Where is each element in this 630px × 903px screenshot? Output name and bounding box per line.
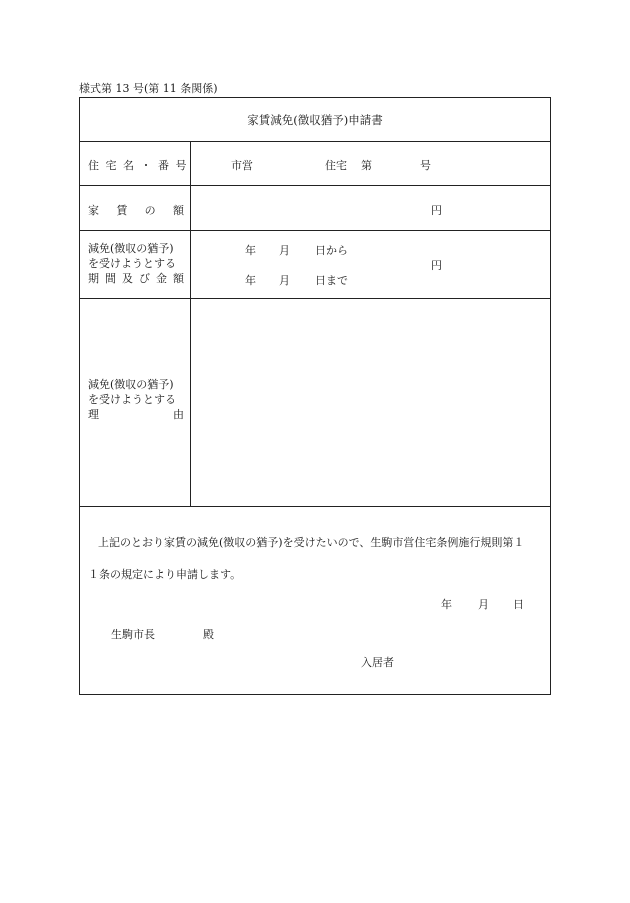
dai-label: 第 <box>361 159 372 172</box>
from-year: 年 <box>245 244 256 257</box>
addressee: 生駒市長 <box>111 628 155 641</box>
reason-label-line3: 理 由 <box>88 408 184 421</box>
rent-yen: 円 <box>431 204 442 217</box>
to-year: 年 <box>245 274 256 287</box>
from-day: 日から <box>315 244 348 257</box>
declaration-section <box>80 507 550 694</box>
date-year: 年 <box>441 598 452 611</box>
period-label-line3: 期 間 及 び 金 額 <box>88 272 184 285</box>
declaration-text-line1: 上記のとおり家賃の減免(徴収の猶予)を受けたいので、生駒市営住宅条例施行規則第１ <box>98 536 525 549</box>
period-yen: 円 <box>431 259 442 272</box>
reason-row <box>80 299 550 507</box>
label-column-divider <box>190 142 191 507</box>
number-label: 号 <box>420 159 431 172</box>
period-row <box>80 231 550 299</box>
declaration-text-line2: １条の規定により申請します。 <box>88 568 242 581</box>
date-day: 日 <box>513 598 524 611</box>
application-form <box>79 97 551 695</box>
rent-label: 家 賃 の 額 <box>88 204 184 217</box>
form-title: 家賃減免(徴収猶予)申請書 <box>247 113 383 127</box>
rent-row <box>80 186 550 231</box>
applicant-label: 入居者 <box>361 656 394 669</box>
title-row <box>80 98 550 142</box>
to-day: 日まで <box>315 274 348 287</box>
period-label-line1: 減免(徴収の猶予) <box>88 242 174 255</box>
period-label-line2: を受けようとする <box>88 257 176 270</box>
housing-label-text: 住宅 <box>325 159 347 172</box>
date-month: 月 <box>478 598 489 611</box>
reason-label-line2: を受けようとする <box>88 393 176 406</box>
honorific: 殿 <box>203 628 214 641</box>
to-month: 月 <box>279 274 290 287</box>
form-number: 様式第 13 号(第 11 条関係) <box>79 82 218 95</box>
housing-label: 住 宅 名 ・ 番 号 <box>88 159 188 172</box>
city-label: 市営 <box>231 159 253 172</box>
from-month: 月 <box>279 244 290 257</box>
housing-row <box>80 142 550 186</box>
reason-label-line1: 減免(徴収の猶予) <box>88 378 174 391</box>
